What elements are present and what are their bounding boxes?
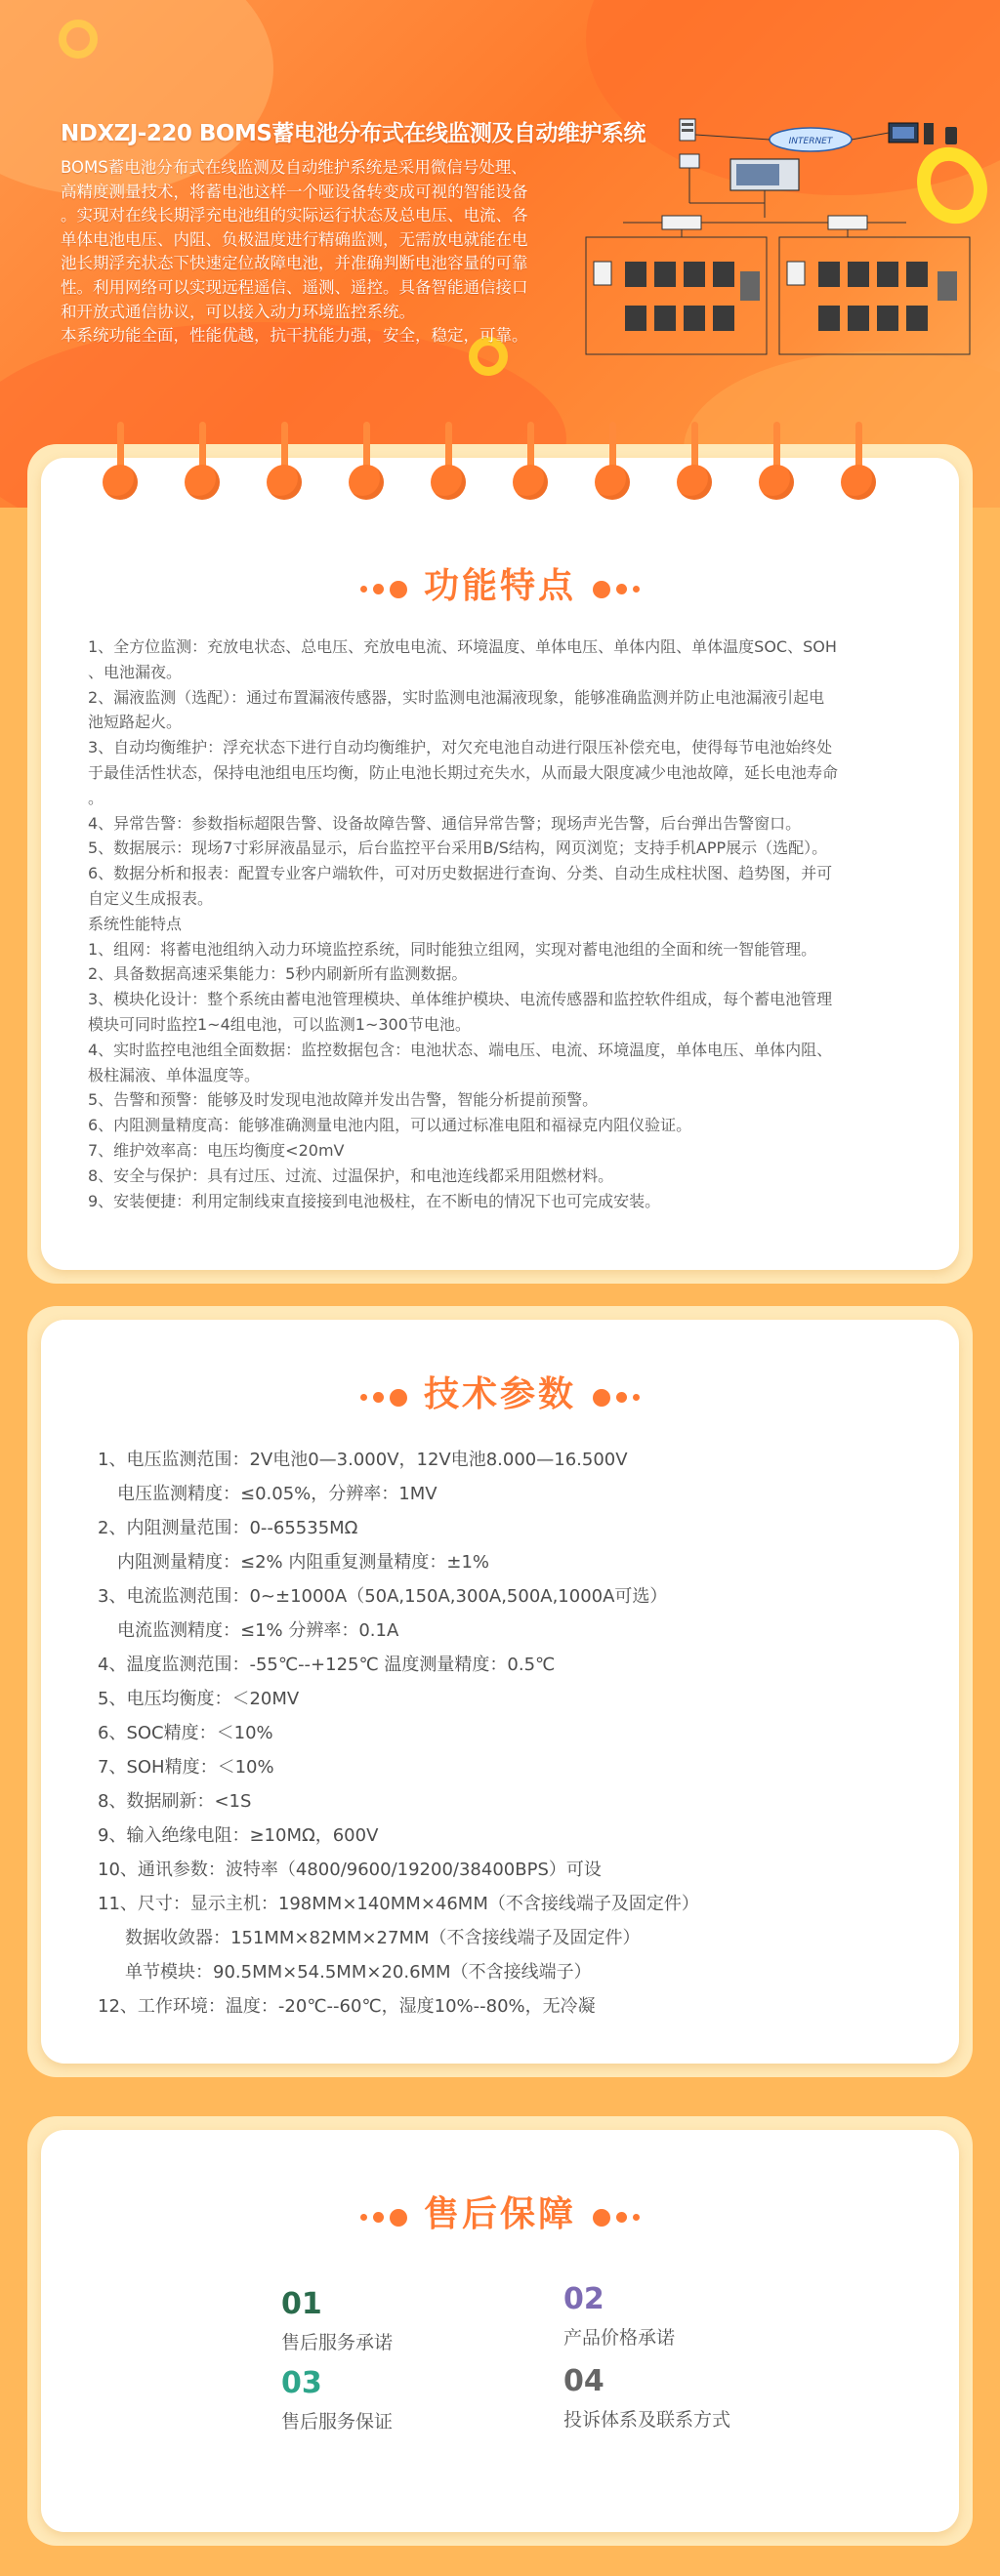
- feature-line: 2、漏液监测（选配）：通过布置漏液传感器，实时监测电池漏液现象，能够准确监测并防止电池漏液引起电: [88, 687, 825, 707]
- params-title: 技术参数: [423, 1374, 576, 1414]
- service-number: 04: [563, 2364, 604, 2398]
- page-title: NDXZJ-220 BOMS蓄电池分布式在线监测及自动维护系统: [61, 121, 646, 146]
- aftersales-card: [27, 2116, 973, 2546]
- internet-label: INTERNET: [788, 137, 833, 146]
- feature-line: 极柱漏液、单体温度等。: [88, 1065, 261, 1084]
- hero-desc-line: 性。利用网络可以实现远程遥信、遥测、遥控。具备智能通信接口: [61, 277, 528, 297]
- binder-pin: [759, 422, 794, 502]
- feature-line: 8、安全与保护：具有过压、过流、过温保护，和电池连线都采用阻燃材料。: [88, 1165, 614, 1185]
- feature-line: 6、数据分析和报表：配置专业客户端软件，可对历史数据进行查询、分类、自动生成柱状图、趋势图，并可: [88, 864, 833, 883]
- param-line: 10、通讯参数：波特率（4800/9600/19200/38400BPS）可设: [98, 1860, 602, 1880]
- hero-desc-line: 本系统功能全面，性能优越，抗干扰能力强，安全，稳定，可靠。: [61, 326, 528, 346]
- gateway-icon: [680, 154, 699, 168]
- heading-dots-left: [357, 2196, 410, 2236]
- aftersales-title: 售后保障: [423, 2194, 576, 2234]
- phone-icon: [945, 127, 957, 144]
- aftersales-heading: [0, 2187, 1000, 2236]
- heading-dots-left: [357, 568, 410, 608]
- feature-line: 5、告警和预警：能够及时发现电池故障并发出告警，智能分析提前预警。: [88, 1090, 599, 1110]
- binder-pins: [103, 422, 903, 500]
- binder-pin: [513, 422, 548, 502]
- binder-pin: [349, 422, 384, 502]
- collector-icon: [662, 216, 701, 229]
- features-heading: [0, 558, 1000, 608]
- hero-desc-line: 。实现对在线长期浮充电池组的实际运行状态及总电压、电流、各: [61, 206, 528, 225]
- feature-line: 于最佳活性状态，保持电池组电压均衡，防止电池长期过充失水，从而最大限度减少电池故障，延长电池寿命: [88, 762, 839, 782]
- feature-line: 5、数据展示：现场7寸彩屏液晶显示，后台监控平台采用B/S结构，网页浏览；支持手机APP展示（选配）。: [88, 838, 828, 858]
- service-label: 投诉体系及联系方式: [563, 2409, 731, 2431]
- heading-dots-right: [590, 2196, 643, 2236]
- heading-dots-right: [590, 1376, 643, 1416]
- feature-line: 7、维护效率高：电压均衡度<20mV: [88, 1140, 345, 1160]
- binder-pin: [677, 422, 712, 502]
- battery-group-box: [586, 237, 767, 354]
- service-label: 售后服务保证: [281, 2411, 394, 2433]
- heading-dots-right: [590, 568, 643, 608]
- features-title: 功能特点: [423, 566, 576, 606]
- hero-description: [61, 156, 593, 348]
- param-line: 1、电压监测范围：2V电池0—3.000V，12V电池8.000—16.500V: [98, 1450, 628, 1470]
- param-line: 4、温度监测范围：-55℃--+125℃ 温度测量精度：0.5℃: [98, 1655, 556, 1675]
- feature-line: 1、全方位监测：充放电状态、总电压、充放电电流、环境温度、单体电压、单体内阻、单体温度SOC、SOH: [88, 637, 837, 656]
- feature-line: 3、模块化设计：整个系统由蓄电池管理模块、单体维护模块、电流传感器和监控软件组成，每个蓄电池管理: [88, 990, 833, 1009]
- feature-line: 、电池漏夜。: [88, 662, 183, 681]
- param-line: 9、输入绝缘电阻：≥10MΩ，600V: [98, 1825, 379, 1846]
- binder-pin: [595, 422, 630, 502]
- feature-line: 6、内阻测量精度高：能够准确测量电池内阻，可以通过标准电阻和福禄克内阻仪验证。: [88, 1116, 692, 1135]
- param-line: 电压监测精度：≤0.05%，分辨率：1MV: [117, 1484, 438, 1504]
- decor-ring: [59, 20, 98, 59]
- params-heading: [0, 1367, 1000, 1416]
- hero-desc-line: BOMS蓄电池分布式在线监测及自动维护系统是采用微信号处理、: [61, 158, 527, 177]
- binder-pin: [103, 422, 138, 502]
- feature-line: 3、自动均衡维护：浮充状态下进行自动均衡维护，对欠充电池自动进行限压补偿充电，使得每节电池始终处: [88, 738, 833, 757]
- param-line: 内阻测量精度：≤2% 内阻重复测量精度：±1%: [117, 1552, 489, 1573]
- binder-pin: [185, 422, 220, 502]
- param-line: 7、SOH精度：＜10%: [98, 1757, 274, 1778]
- feature-line: 。: [88, 788, 104, 807]
- features-list: [88, 634, 928, 1213]
- feature-line: 2、具备数据高速采集能力：5秒内刷新所有监测数据。: [88, 964, 468, 984]
- heading-dots-left: [357, 1376, 410, 1416]
- binder-pin: [841, 422, 876, 502]
- collector-icon: [828, 216, 867, 229]
- feature-line: 1、组网：将蓄电池组纳入动力环境监控系统，同时能独立组网，实现对蓄电池组的全面和统一智能管理。: [88, 939, 817, 959]
- service-label: 产品价格承诺: [563, 2327, 676, 2349]
- service-item[interactable]: [281, 2287, 393, 2354]
- param-line: 8、数据刷新：<1S: [98, 1791, 252, 1812]
- feature-line: 自定义生成报表。: [88, 888, 214, 908]
- hero-desc-line: 和开放式通信协议，可以接入动力环境监控系统。: [61, 302, 415, 321]
- hero-desc-line: 池长期浮充状态下快速定位故障电池，并准确判断电池容量的可靠: [61, 254, 528, 273]
- binder-pin: [431, 422, 466, 502]
- feature-line: 9、安装便捷：利用定制线束直接接到电池极柱，在不断电的情况下也可完成安装。: [88, 1191, 661, 1210]
- param-line: 3、电流监测范围：0~±1000A（50A,150A,300A,500A,1000A可选）: [98, 1586, 668, 1607]
- param-line: 单节模块：90.5MM×54.5MM×20.6MM（不含接线端子）: [125, 1962, 592, 1983]
- service-number: 02: [563, 2282, 604, 2316]
- service-label: 售后服务承诺: [281, 2332, 394, 2353]
- params-list: [98, 1443, 898, 2024]
- hero-desc-line: 高精度测量技术，将蓄电池这样一个哑设备转变成可视的智能设备: [61, 182, 528, 201]
- service-item[interactable]: [563, 2282, 675, 2350]
- feature-subheading: 系统性能特点: [88, 914, 183, 933]
- param-line: 12、工作环境：温度：-20℃--60℃，湿度10%--80%，无冷凝: [98, 1996, 596, 2017]
- param-line: 11、尺寸：显示主机：198MM×140MM×46MM（不含接线端子及固定件）: [98, 1894, 699, 1914]
- param-line: 5、电压均衡度：＜20MV: [98, 1689, 300, 1709]
- system-network-diagram: [584, 115, 975, 359]
- service-item[interactable]: [563, 2364, 730, 2432]
- feature-line: 模块可同时监控1~4组电池，可以监测1~300节电池。: [88, 1014, 471, 1034]
- feature-line: 池短路起火。: [88, 713, 183, 732]
- service-item[interactable]: [281, 2366, 393, 2433]
- hero-desc-line: 单体电池电压、内阻、负极温度进行精确监测，无需放电就能在电: [61, 229, 528, 249]
- feature-line: 4、实时监控电池组全面数据：监控数据包含：电池状态、端电压、电流、环境温度，单体电压、单体内阻、: [88, 1040, 833, 1059]
- pc-tower-icon: [924, 123, 934, 144]
- binder-pin: [267, 422, 302, 502]
- param-line: 6、SOC精度：＜10%: [98, 1723, 273, 1743]
- param-line: 电流监测精度：≤1% 分辨率：0.1A: [117, 1620, 399, 1641]
- param-line: 数据收敛器：151MM×82MM×27MM（不含接线端子及固定件）: [125, 1928, 641, 1948]
- feature-line: 4、异常告警：参数指标超限告警、设备故障告警、通信异常告警；现场声光告警，后台弹出告警窗口。: [88, 813, 802, 833]
- service-number: 01: [281, 2287, 322, 2321]
- param-line: 2、内阻测量范围：0--65535MΩ: [98, 1518, 358, 1538]
- service-number: 03: [281, 2366, 322, 2400]
